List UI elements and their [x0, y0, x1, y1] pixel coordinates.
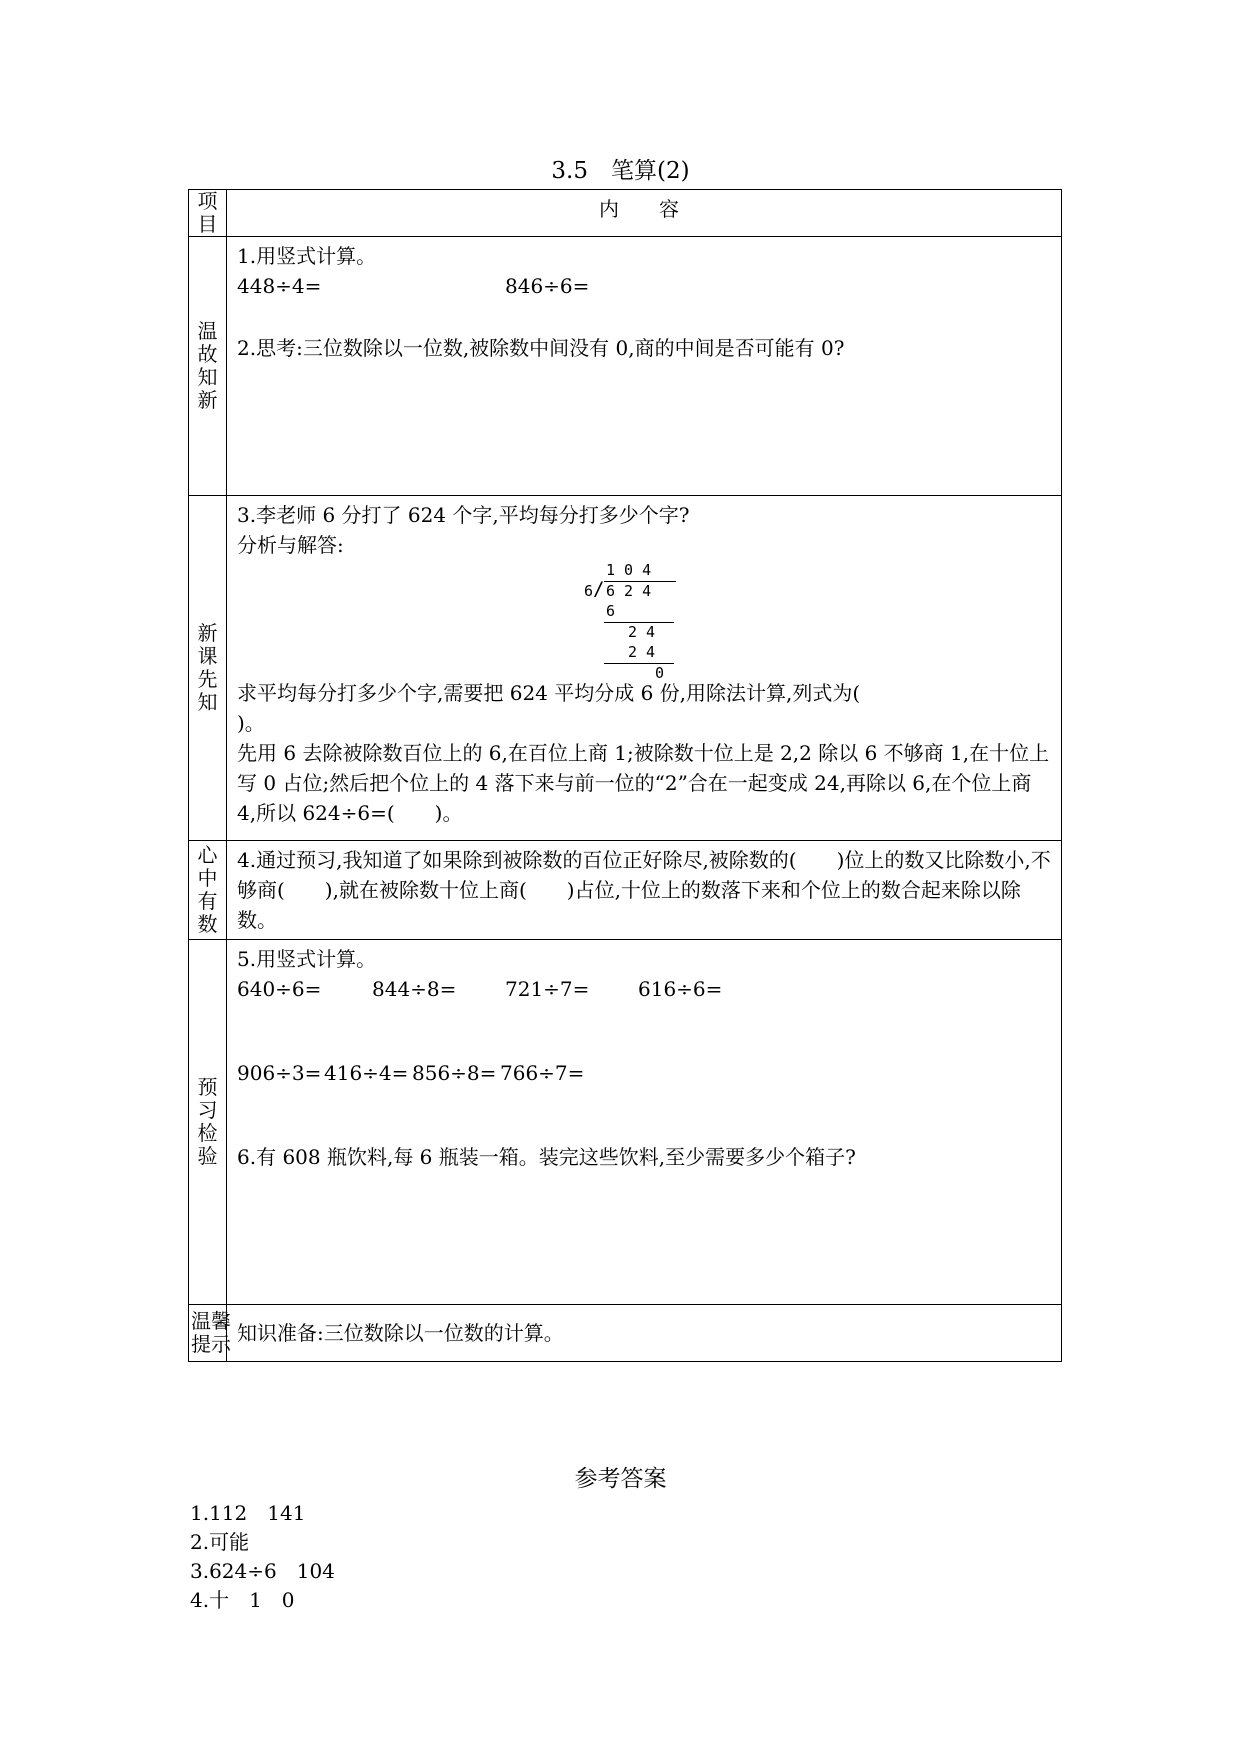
question-5-row-1	[237, 974, 1051, 1004]
section-label-check: 预习检验	[189, 940, 227, 1305]
ld-quotient: 1 0 4	[606, 561, 652, 579]
expression: 766÷7=	[500, 1061, 585, 1085]
section-review	[189, 237, 1062, 496]
section-mind	[189, 841, 1062, 940]
section-content-review	[227, 237, 1062, 496]
section-label-preview: 新课先知	[189, 496, 227, 841]
question-3: 3.李老师 6 分打了 624 个字,平均每分打多少个字?	[237, 503, 690, 527]
expression: 906÷3=	[237, 1061, 322, 1085]
analysis-label: 分析与解答:	[237, 533, 344, 557]
page-title: 3.5 笔算(2)	[551, 158, 690, 184]
question-5-row-2	[237, 1058, 1051, 1088]
answer-line: 1.112 141	[190, 1501, 306, 1525]
question-4: 4.通过预习,我知道了如果除到被除数的百位正好除尽,被除数的( )位上的数又比除数小,不够商( ),就在被除数十位上商( )占位,十位上的数落下来和个位上的数合起来除以除数。	[237, 848, 1051, 932]
expression: 856÷8=	[412, 1061, 497, 1085]
expression: 844÷8=	[372, 977, 457, 1001]
header-content: 内容	[227, 190, 1062, 237]
expression: 640÷6=	[237, 977, 322, 1001]
expression: 616÷6=	[638, 977, 723, 1001]
section-label-tips: 温馨提示	[189, 1305, 227, 1362]
section-content-check	[227, 940, 1062, 1305]
section-tips	[189, 1305, 1062, 1362]
section-label-review: 温故知新	[189, 237, 227, 496]
answer-line: 3.624÷6 104	[190, 1559, 335, 1583]
paragraph-2: 先用 6 去除被除数百位上的 6,在百位上商 1;被除数十位上是 2,2 除以 6 不够商 1,在十位上写 0 占位;然后把个位上的 4 落下来与前一位的“2”合在一起变成 24,再除以 6,在个位上商 4,所以 624÷6=( )。	[237, 741, 1050, 825]
ld-divisor: 6	[584, 582, 594, 600]
question-6: 6.有 608 瓶饮料,每 6 瓶装一箱。装完这些饮料,至少需要多少个箱子?	[237, 1145, 856, 1169]
paragraph-1: 求平均每分打多少个字,需要把 624 平均分成 6 份,用除法计算,列式为(	[237, 681, 861, 705]
ld-bracket: /	[593, 578, 605, 600]
answer-key	[0, 1460, 1241, 1615]
ld-step2: 2 4	[628, 623, 656, 641]
header-item: 项目	[189, 190, 227, 237]
question-1-expressions	[237, 271, 1051, 301]
answer-key-title: 参考答案	[574, 1466, 667, 1492]
expression: 448÷4=	[237, 274, 322, 298]
ld-step3: 2 4	[628, 643, 656, 661]
long-division	[584, 560, 694, 682]
tips-text: 知识准备:三位数除以一位数的计算。	[237, 1321, 564, 1345]
section-label-mind: 心中有数	[189, 841, 227, 940]
ld-dividend: 6 2 4	[606, 582, 652, 600]
section-preview	[189, 496, 1062, 841]
section-content-mind	[227, 841, 1062, 940]
answer-line: 2.可能	[190, 1530, 250, 1554]
paragraph-1-end: )。	[237, 711, 265, 735]
section-check	[189, 940, 1062, 1305]
table-header-row	[189, 190, 1062, 237]
expression: 416÷4=	[324, 1061, 409, 1085]
ld-remainder: 0	[655, 664, 665, 682]
expression: 721÷7=	[505, 977, 590, 1001]
section-content-preview	[227, 496, 1062, 841]
question-2: 2.思考:三位数除以一位数,被除数中间没有 0,商的中间是否可能有 0?	[237, 336, 845, 360]
question-1: 1.用竖式计算。	[237, 244, 377, 268]
ld-step1: 6	[606, 602, 616, 620]
answer-line: 4.十 1 0	[190, 1588, 295, 1612]
question-5: 5.用竖式计算。	[237, 947, 377, 971]
section-content-tips	[227, 1305, 1062, 1362]
worksheet-table	[188, 189, 1062, 1362]
expression: 846÷6=	[505, 274, 590, 298]
